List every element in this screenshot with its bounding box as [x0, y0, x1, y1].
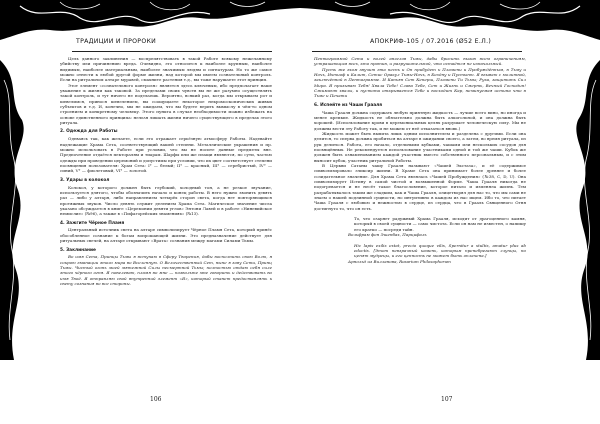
paragraph: Во имя Сета, Принцы Тьмы я вступаю в Сферу Творения, дабы восполнить свою Волю, я сокрою эманации этого мира во Вселенную. О Величественный Сет, ныне я зову Сети, Принц Тьмы. Чистый огонь моей мятежной Силы несмертной Тьмы; полностью отдаю себя силе этого чёрного огня. Я повелеваю, пламя во мне — позвольте мне говорить и действовать во имя Твоё. Я отправляю свой внутренний элемент «Я», который станет предоставлять к свету сознания во все стороны. — [60, 254, 272, 287]
section-heading: 2. Одежда для Работы — [60, 129, 118, 135]
latin-attribution: Арнольд из Вилланова, Rosarium Philosophorum — [348, 258, 451, 264]
paragraph: Одеваясь так, как желаете, если это отражает серьёзную атмосферу Работы. Надевайте надлежащие Храма Сета, соответствующий вашей степени. Металлические украшения и пр. можно использовать в Работе при условии, что вы не носите данные предметы вне. Предпочтение отдаётся пекторалям и тиарам. Шарфы или же плащи являются, по сути, частью одежды при проведении церемоний и допустимы при условии, что их цвет соответствует степени посвящения пользователя: Храм Сета: I° — белый; II° — красный, III° — серебристый, IV° — синий, V° — фиолетовый, VI° — золотой. — [60, 136, 272, 174]
paragraph: Цель данного заклинения — воспрепятствовать в такой Работе всякому нежеланному убийству или причинению вреда. Очевидно, это относится к наиболее крупным, наиболее видимым, наиболее материальным, наиболее значимым людям и сигнатурам. Но то же самое можно отнести к любой другой форме жизни, над которой мы имеем сознательный контроль. Если на ритуальном алтаре муравей, смахните растения т.д., вы тоже нарушаете этот принцип. — [60, 56, 272, 83]
running-header-left: ТРАДИЦИИ И ПРОРОКИ — [76, 38, 157, 45]
paragraph: Пентаграммой Сета и волей ангелов Тьмы, дабы бросить вызов всем ограничениям, устрашающим всех, кто против, и разрушительной, что остаётся не изначальный. — [314, 56, 526, 67]
paragraph: Колокол, у которого должен быть глубокий, холодный тон, а не резкое звучание, используется длятого, чтобы обозначить начало и конец работы. В него нужно звонить девять раз — либо у алтаря, либо направлением четырёх сторон света, когда нет повторяющихся протяжных звуков. Число девять служит делением Храма Сета. Магическое значение числа указано обсуждается в книге «Церемонии девяти углов» Энтони Лавей и в работе «Ниневийское немислие» (№96), а также в «Пифагорейских знамениях» (№13). — [60, 184, 272, 217]
paragraph: Центральный источник света на алтаре символизирует Чёрное Пламя Сета, который принёс обособленное сознание к богам вопрошающей жизни. Это предназначение действует для ритуальных свечей, на алтаре открывают «Врата» сознания между магами Силами Тьмы. — [60, 227, 272, 244]
paragraph: Чаша Грааля должна содержать любую приятную жидкость — лучше всего вино, но иногда и менее крепкие. Жидкость не обязательно должна быть алкогольной, и она должна быть хорошей. (Использование крови в церемониальных целях разрушает человеческую силу. Мы не должны вести эту Работу так, и не можем от неё отказаться вновь.) — [314, 109, 526, 131]
section-heading: 4. Зажгите Чёрное Пламя — [60, 220, 125, 226]
right-page-text — [314, 56, 526, 264]
latin-quote: Hic lapis exilis extat, precio quoque vilis, Spernitur a stultis, amatur plus ab edoctis. [Этот невзрачный камень, которым пренебрегают глупцы, но ценят мудрецы, и его ценность не может быть оплачена.] — [354, 242, 526, 259]
quote-attribution: Вольфрам фон Эшенбах, Парцифаль — [348, 232, 427, 238]
side-ornament-right — [570, 60, 600, 360]
paragraph: Жидкость может быть выпита лишь одним исполнителем и разделена с другими. Если она делится, то сперва должна пробиться на алтаре в ожидании своего, а затем, во время ритуала, из рук делиться. Работа, его начало, отдельными кубками, чашами или нескольких сосудов для посвящённых. Не рекомендуется использование участниками одной и той же чаши. Кубок же должен быть ознаменованием каждой участник вместо собственного персональным, и с этим выносит кубок, участник ритуальной Работы. — [314, 130, 526, 163]
top-ornament-left — [0, 0, 300, 40]
section-heading: 5. Заклинание — [60, 247, 96, 253]
page-number-right: 107 — [441, 396, 453, 403]
section-heading: 3. Удары в колокол — [60, 177, 110, 183]
header-rule-right — [312, 51, 522, 52]
section-heading: 6. Испейте из Чаши Грааля — [314, 102, 383, 108]
page-number-left: 106 — [150, 396, 162, 403]
quote: То, что озаряет радужный Храма Грааля, исходит от драгоценного камня, который в своей сущности — само чистота. Если он нам не известен, о напишу его кратко — посреди тайн. — [354, 216, 526, 232]
paragraph: В Церкви Сатаны чашу Грааля называют «Чашей Экстаза», и её содержимое символизировало эликсир жизни. В Храме Сета она принимает более древнее и более созидательное значение. Для Храма Сета являлась «Чашей Пробуждения» (№38, C, D, U). Она символизирует Истину в самой чистой и возвышенной Форме. Чаша Грааля никогда не подогревается и не несёт такое благословение, которое питало и изменяла жизнь. Тем разрабатывалось таким же сладким, как и Чаша Грааля, олицетворял для нас то, что мы сами не знаем о нашей подлинной сущности, но интуитивно в каждом из нас ищем. Ибо то, что питает Чаша Грааля с любовью и нежностью в сердце, из сердца, что в Грааль Священного Огня достигнуто то, что он есть. — [314, 163, 526, 211]
side-ornament-left — [0, 60, 30, 360]
paragraph: Пусть же эхом звучит эта песнь и Он прибудет к Пламени и Пробуждённым, в Тьму и Ночь, Ихтиоф и Калит, Сетис Оракул Тьмы-Ночь, в Бездну и Пустыню. Я взываю с молитвой, заключённой в Пентаграмме. И Каньян Сет Кеперш, Пламени Ти Тьмы; Рука, защитить Сил Мира. Я призываю Тебя! Хвала Тебе! Слава Тебе, Сет и Жизнь и Смерть, Вечный Господин! Сжимают хвалы, и пустота открывается Тебе и восходит Кар, неминуемая истина что в Тьме и Печати — [314, 66, 526, 99]
running-header-right: АПОКРИФ-105 / 07.2016 (Ø52 Е.Л.) — [370, 38, 492, 45]
left-page-text — [60, 56, 272, 286]
header-rule-left — [72, 51, 272, 52]
paragraph: Этот элемент «сознательного контроля» является здесь ключевым, ибо предполагает наше уважение к жизни как таковой. За пределами своих чувств вы не же разумно осуществлять такой контроль, и тут ничего не поделаешь. Вероятно, всякий раз, когда мы открываем рот и шевелимся, принося шевелением, вы соощущаете некоторое некромоскопических живых субъектов и т.д. И, конечно, мы не ожидаем, что вы будете верить вымыслу в чём-то одном строением и конкретному человеку. Этого пункта в случае необходимости можно избежать на основе единственного принципа: нельзя лишать жизни ничего существующего в пределах этого ритуала. — [60, 82, 272, 126]
top-ornament-right — [300, 0, 600, 40]
